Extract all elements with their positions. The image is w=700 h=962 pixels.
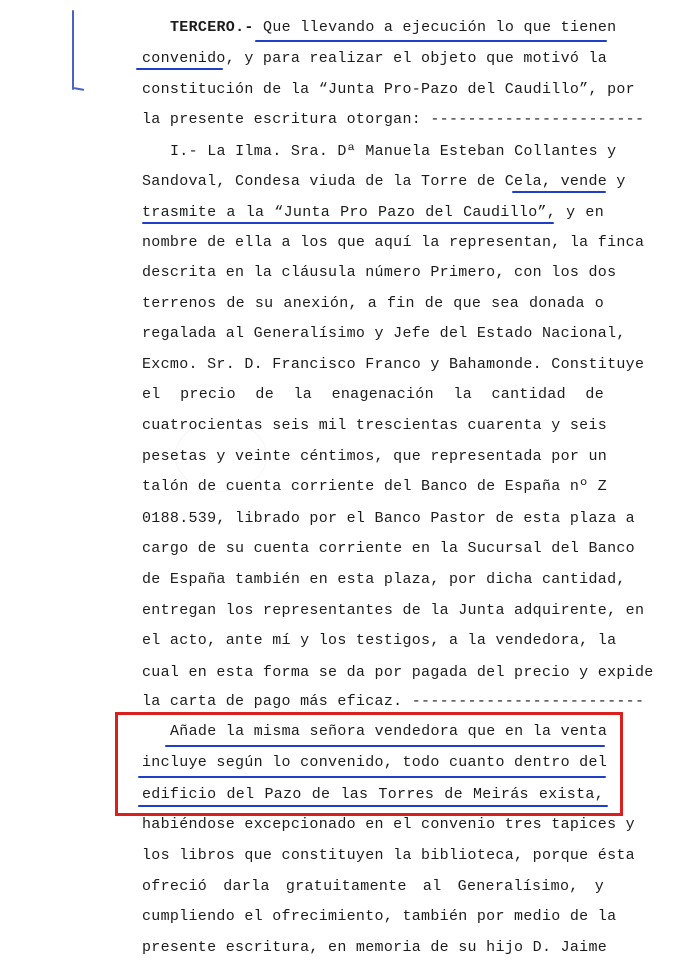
text-line: cuatrocientas seis mil trescientas cuarenta y seis: [142, 417, 608, 434]
text-line: regalada al Generalísimo y Jefe del Estado Nacional,: [142, 325, 626, 342]
text-line: el precio de la enagenación la cantidad de: [142, 386, 604, 403]
underline-mark: [142, 222, 554, 224]
text-line: ofreció darla gratuitamente al Generalísimo, y: [142, 878, 604, 895]
text-line: habiéndose excepcionado en el convenio tres tapices y: [142, 816, 635, 833]
text-line: la presente escritura otorgan: -----------------------: [142, 111, 645, 128]
text-line: 0188.539, librado por el Banco Pastor de esta plaza a: [142, 510, 635, 527]
text-line: edificio del Pazo de las Torres de Meirás exista,: [142, 786, 604, 803]
text-line: constitución de la “Junta Pro-Pazo del Caudillo”, por: [142, 81, 635, 98]
text-line: presente escritura, en memoria de su hijo D. Jaime: [142, 939, 608, 956]
text-line: entregan los representantes de la Junta adquirente, en: [142, 602, 645, 619]
text-line: Excmo. Sr. D. Francisco Franco y Bahamonde. Constituye: [142, 356, 645, 373]
text-line: cual en esta forma se da por pagada del precio y expide: [142, 664, 654, 681]
text-line: trasmite a la “Junta Pro Pazo del Caudillo”, y en: [142, 204, 604, 221]
text-line: la carta de pago más eficaz. -------------------------: [142, 693, 645, 710]
text-line: de España también en esta plaza, por dicha cantidad,: [142, 571, 626, 588]
highlight-box: [115, 712, 623, 816]
text-line: terrenos de su anexión, a fin de que sea donada o: [142, 295, 604, 312]
margin-pen-mark: [72, 10, 74, 90]
text-line: Añade la misma señora vendedora que en la venta: [170, 723, 608, 740]
text-line: el acto, ante mí y los testigos, a la vendedora, la: [142, 632, 617, 649]
text-line: I.- La Ilma. Sra. Dª Manuela Esteban Collantes y: [170, 143, 617, 160]
underline-mark: [255, 40, 607, 42]
text-line: [170, 18, 617, 38]
text-line: incluye según lo convenido, todo cuanto dentro del: [142, 754, 608, 771]
clause-heading: TERCERO.-: [170, 19, 264, 36]
text-line: cumpliendo el ofrecimiento, también por medio de la: [142, 908, 617, 925]
text-line: convenido, y para realizar el objeto que motivó la: [142, 50, 608, 67]
text-line: pesetas y veinte céntimos, que representada por un: [142, 448, 608, 465]
clause-text: Que llevando a ejecución lo que tienen: [263, 19, 617, 36]
text-line: Sandoval, Condesa viuda de la Torre de Cela, vende y: [142, 173, 626, 190]
text-line: talón de cuenta corriente del Banco de España nº Z: [142, 478, 608, 495]
text-line: cargo de su cuenta corriente en la Sucursal del Banco: [142, 540, 635, 557]
text-line: nombre de ella a los que aquí la representan, la finca: [142, 234, 645, 251]
margin-pen-tick: [74, 87, 84, 91]
underline-mark: [136, 68, 223, 70]
text-line: los libros que constituyen la biblioteca, porque ésta: [142, 847, 635, 864]
underline-mark: [512, 191, 606, 193]
text-line: descrita en la cláusula número Primero, con los dos: [142, 264, 617, 281]
